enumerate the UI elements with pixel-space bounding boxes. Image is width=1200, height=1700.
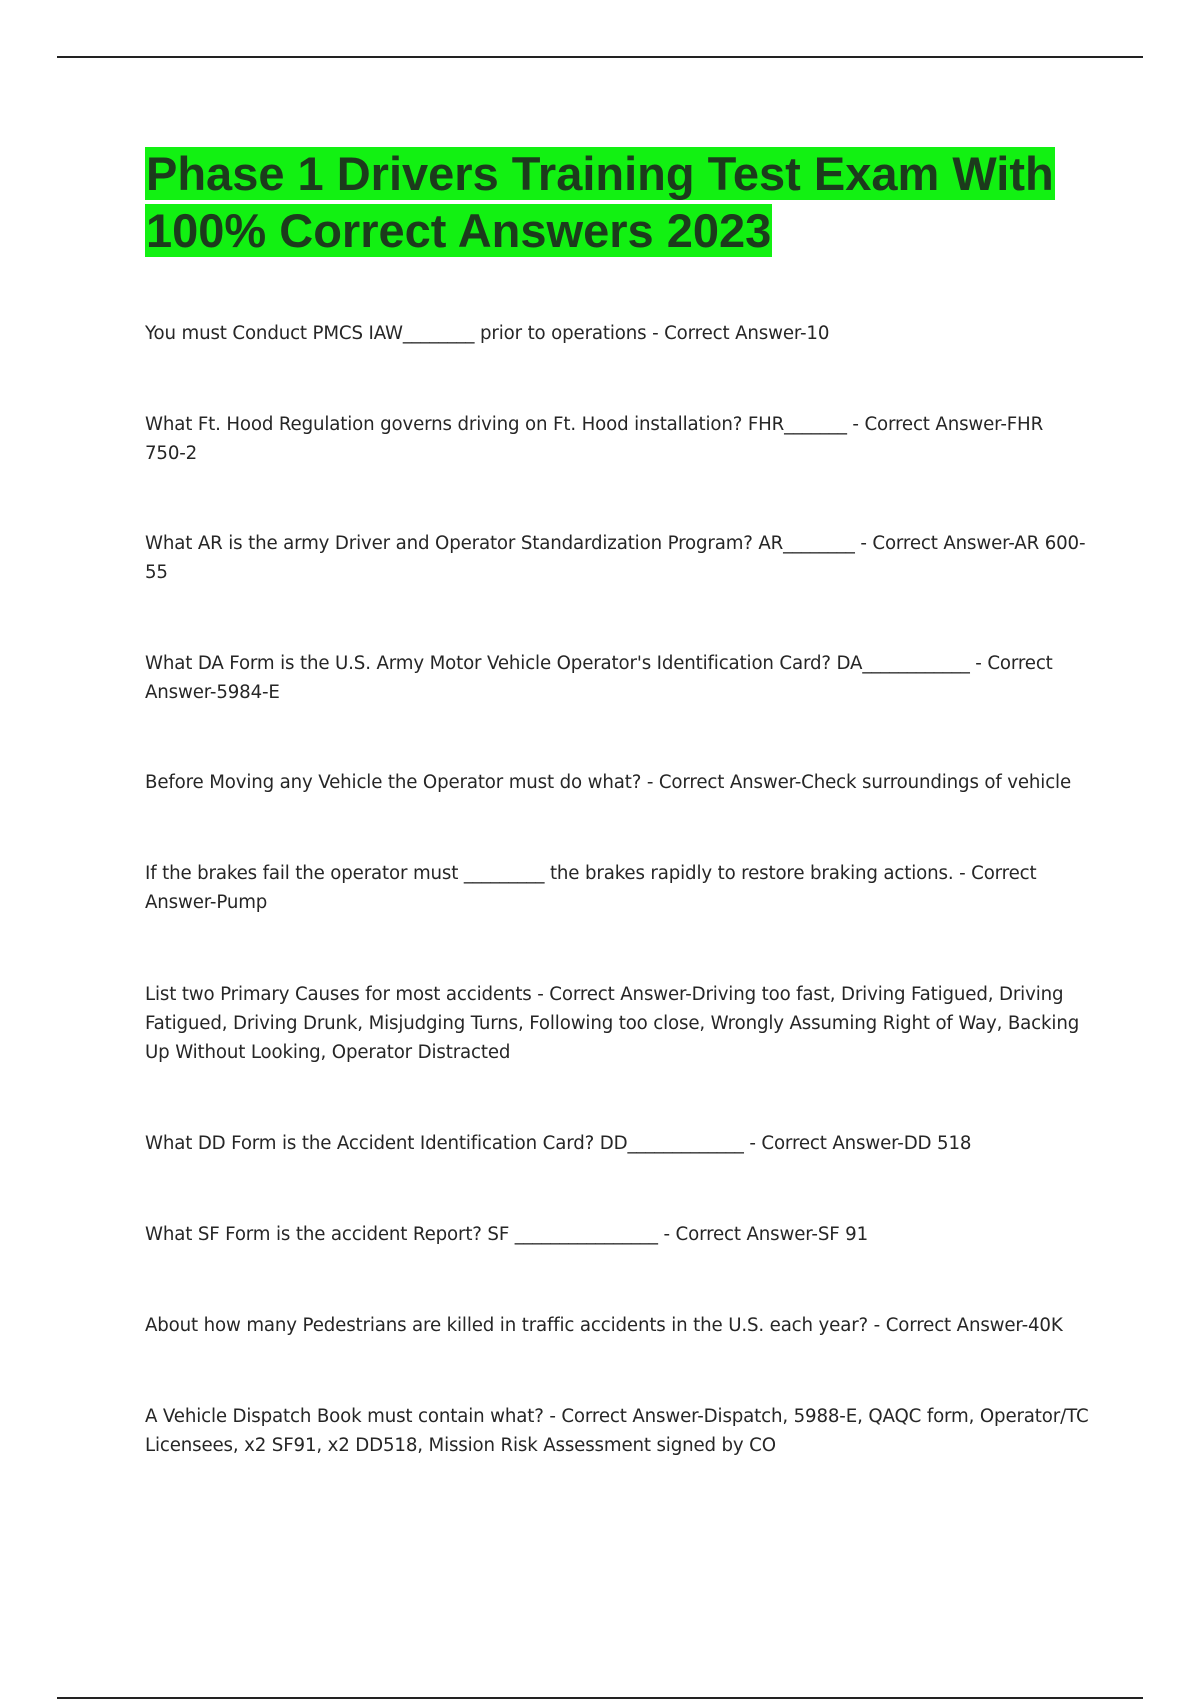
qa-item-7: List two Primary Causes for most accidents - Correct Answer-Driving too fast, Driving Fatigued, Driving Fatigued, Driving Drunk, Misjudging Turns, Following too close, Wrongly Assuming Right of Way, Backing Up Without Looking, Operator Distracted [145, 984, 1080, 1064]
qa-item-8: What DD Form is the Accident Identification Card? DD_____________ - Correct Answer-DD 518 [145, 1133, 972, 1155]
qa-item-6: If the brakes fail the operator must _________ the brakes rapidly to restore braking actions. - Correct Answer-Pump [145, 863, 1037, 914]
title-line-1: Phase 1 Drivers Training Test Exam With [146, 147, 1054, 200]
qa-item-10: About how many Pedestrians are killed in traffic accidents in the U.S. each year? - Correct Answer-40K [145, 1315, 1063, 1337]
qa-item-5: Before Moving any Vehicle the Operator must do what? - Correct Answer-Check surroundings of vehicle [145, 772, 1071, 794]
title-line-2: 100% Correct Answers 2023 [146, 204, 772, 257]
qa-item-1: You must Conduct PMCS IAW________ prior to operations - Correct Answer-10 [145, 323, 830, 345]
footer-rule [57, 1697, 1143, 1699]
document-title [145, 145, 1089, 259]
document-body [145, 145, 1089, 259]
qa-item-11: A Vehicle Dispatch Book must contain what? - Correct Answer-Dispatch, 5988-E, QAQC form, Operator/TC Licensees, x2 SF91, x2 DD518, Mission Risk Assessment signed by CO [145, 1406, 1089, 1457]
header-rule [57, 56, 1143, 58]
qa-item-2: What Ft. Hood Regulation governs driving on Ft. Hood installation? FHR_______ - Correct Answer-FHR 750-2 [145, 414, 1044, 465]
qa-item-9: What SF Form is the accident Report? SF ________________ - Correct Answer-SF 91 [145, 1224, 869, 1246]
qa-item-4: What DA Form is the U.S. Army Motor Vehicle Operator's Identification Card? DA____________ - Correct Answer-5984-E [145, 653, 1053, 704]
qa-item-3: What AR is the army Driver and Operator Standardization Program? AR________ - Correct Answer-AR 600-55 [145, 533, 1086, 584]
